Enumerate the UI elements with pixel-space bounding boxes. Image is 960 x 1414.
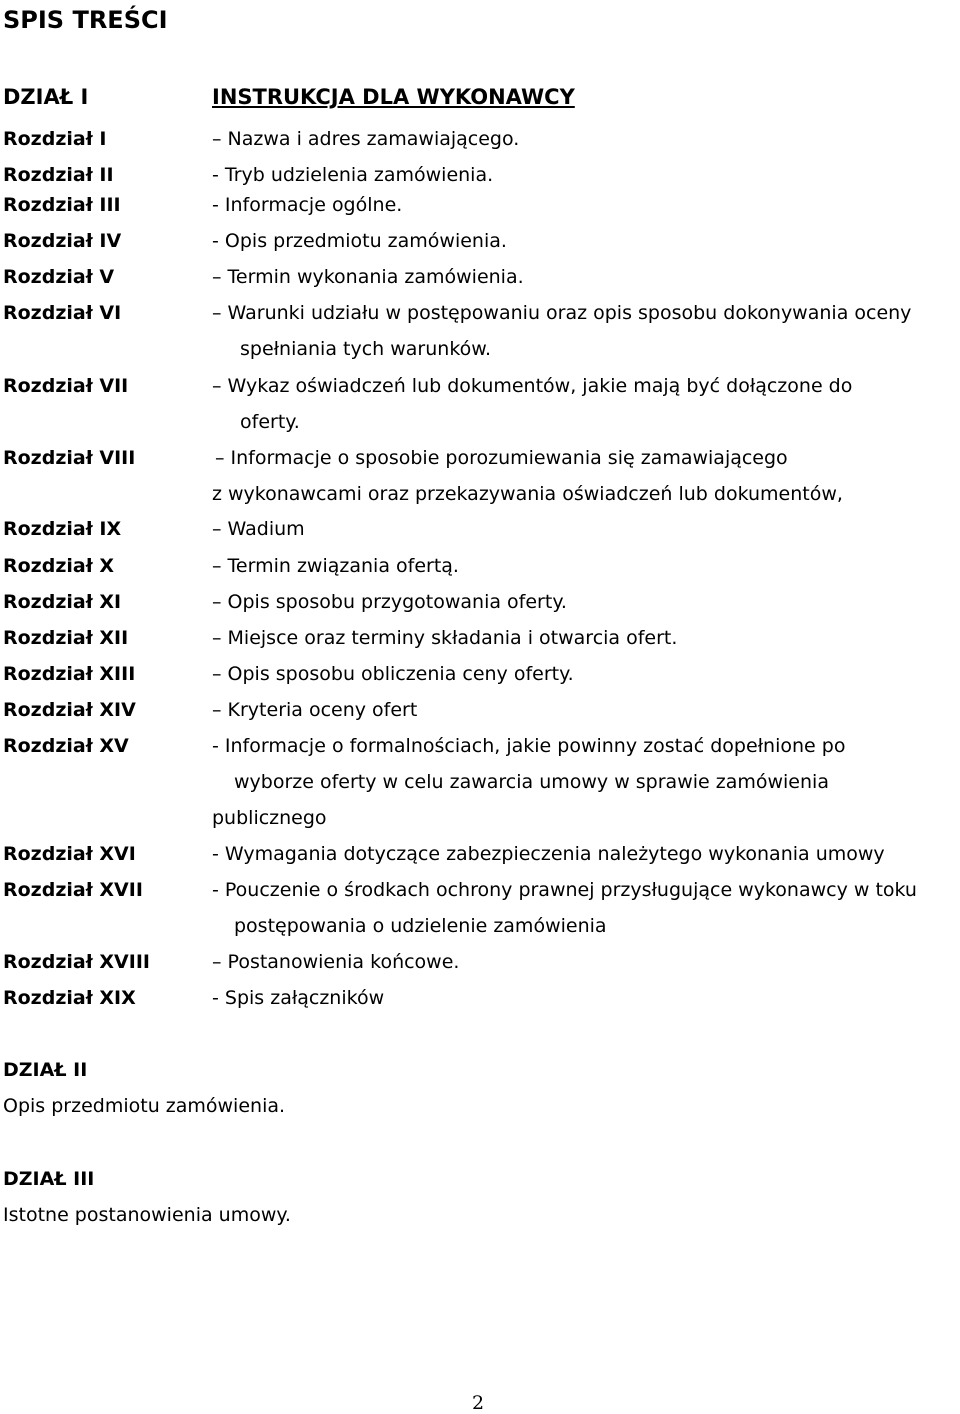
chapter-title-continuation: oferty. xyxy=(240,411,300,433)
chapter-title: - Pouczenie o środkach ochrony prawnej przysługujące wykonawcy w toku xyxy=(212,879,917,901)
chapter-title-continuation: spełniania tych warunków. xyxy=(240,338,492,360)
chapter-title-continuation: publicznego xyxy=(212,807,327,829)
chapter-label: Rozdział XII xyxy=(3,627,129,649)
chapter-title: – Termin wykonania zamówienia. xyxy=(212,266,524,288)
chapter-title: – Opis sposobu obliczenia ceny oferty. xyxy=(212,663,574,685)
chapter-label: Rozdział XI xyxy=(3,591,122,613)
chapter-title-continuation: z wykonawcami oraz przekazywania oświadczeń lub dokumentów, xyxy=(212,483,843,505)
chapter-label: Rozdział XVI xyxy=(3,843,136,865)
section-label-dzial-2: DZIAŁ II xyxy=(3,1059,88,1081)
chapter-label: Rozdział XVII xyxy=(3,879,143,901)
chapter-label: Rozdział VIII xyxy=(3,447,136,469)
chapter-title: – Termin związania ofertą. xyxy=(212,555,459,577)
chapter-label: Rozdział X xyxy=(3,555,115,577)
chapter-title: – Kryteria oceny ofert xyxy=(212,699,418,721)
chapter-title: - Informacje ogólne. xyxy=(212,194,403,216)
chapter-title-continuation: wyborze oferty w celu zawarcia umowy w sprawie zamówienia xyxy=(234,771,829,793)
chapter-label: Rozdział XV xyxy=(3,735,129,757)
chapter-title-continuation: postępowania o udzielenie zamówienia xyxy=(234,915,607,937)
chapter-label: Rozdział XIX xyxy=(3,987,136,1009)
chapter-label: Rozdział XIII xyxy=(3,663,136,685)
chapter-title: – Postanowienia końcowe. xyxy=(212,951,460,973)
chapter-label: Rozdział IV xyxy=(3,230,122,252)
chapter-title: – Informacje o sposobie porozumiewania się zamawiającego xyxy=(215,447,788,469)
chapter-label: Rozdział IX xyxy=(3,518,122,540)
section-label-dzial-1: DZIAŁ I xyxy=(3,85,89,109)
section-label-dzial-3: DZIAŁ III xyxy=(3,1168,95,1190)
chapter-title: – Warunki udziału w postępowaniu oraz opis sposobu dokonywania oceny xyxy=(212,302,912,324)
chapter-label: Rozdział III xyxy=(3,194,121,216)
chapter-label: Rozdział VII xyxy=(3,375,129,397)
chapter-label: Rozdział XVIII xyxy=(3,951,150,973)
chapter-title: – Wykaz oświadczeń lub dokumentów, jakie mają być dołączone do xyxy=(212,375,853,397)
chapter-title: - Spis załączników xyxy=(212,987,385,1009)
chapter-label: Rozdział VI xyxy=(3,302,122,324)
page-number: 2 xyxy=(472,1392,485,1414)
page-title: SPIS TREŚCI xyxy=(3,6,168,34)
chapter-label: Rozdział II xyxy=(3,164,114,186)
chapter-label: Rozdział I xyxy=(3,128,107,150)
section-text-dzial-2: Opis przedmiotu zamówienia. xyxy=(3,1095,286,1117)
section-heading-dzial-1: INSTRUKCJA DLA WYKONAWCY xyxy=(212,85,575,109)
chapter-title: – Opis sposobu przygotowania oferty. xyxy=(212,591,567,613)
section-text-dzial-3: Istotne postanowienia umowy. xyxy=(3,1204,291,1226)
chapter-title: - Tryb udzielenia zamówienia. xyxy=(212,164,494,186)
chapter-label: Rozdział V xyxy=(3,266,115,288)
chapter-title: – Nazwa i adres zamawiającego. xyxy=(212,128,520,150)
chapter-title: – Wadium xyxy=(212,518,305,540)
chapter-title: - Opis przedmiotu zamówienia. xyxy=(212,230,507,252)
chapter-label: Rozdział XIV xyxy=(3,699,136,721)
chapter-title: - Wymagania dotyczące zabezpieczenia należytego wykonania umowy xyxy=(212,843,885,865)
chapter-title: - Informacje o formalnościach, jakie powinny zostać dopełnione po xyxy=(212,735,846,757)
chapter-title: – Miejsce oraz terminy składania i otwarcia ofert. xyxy=(212,627,678,649)
